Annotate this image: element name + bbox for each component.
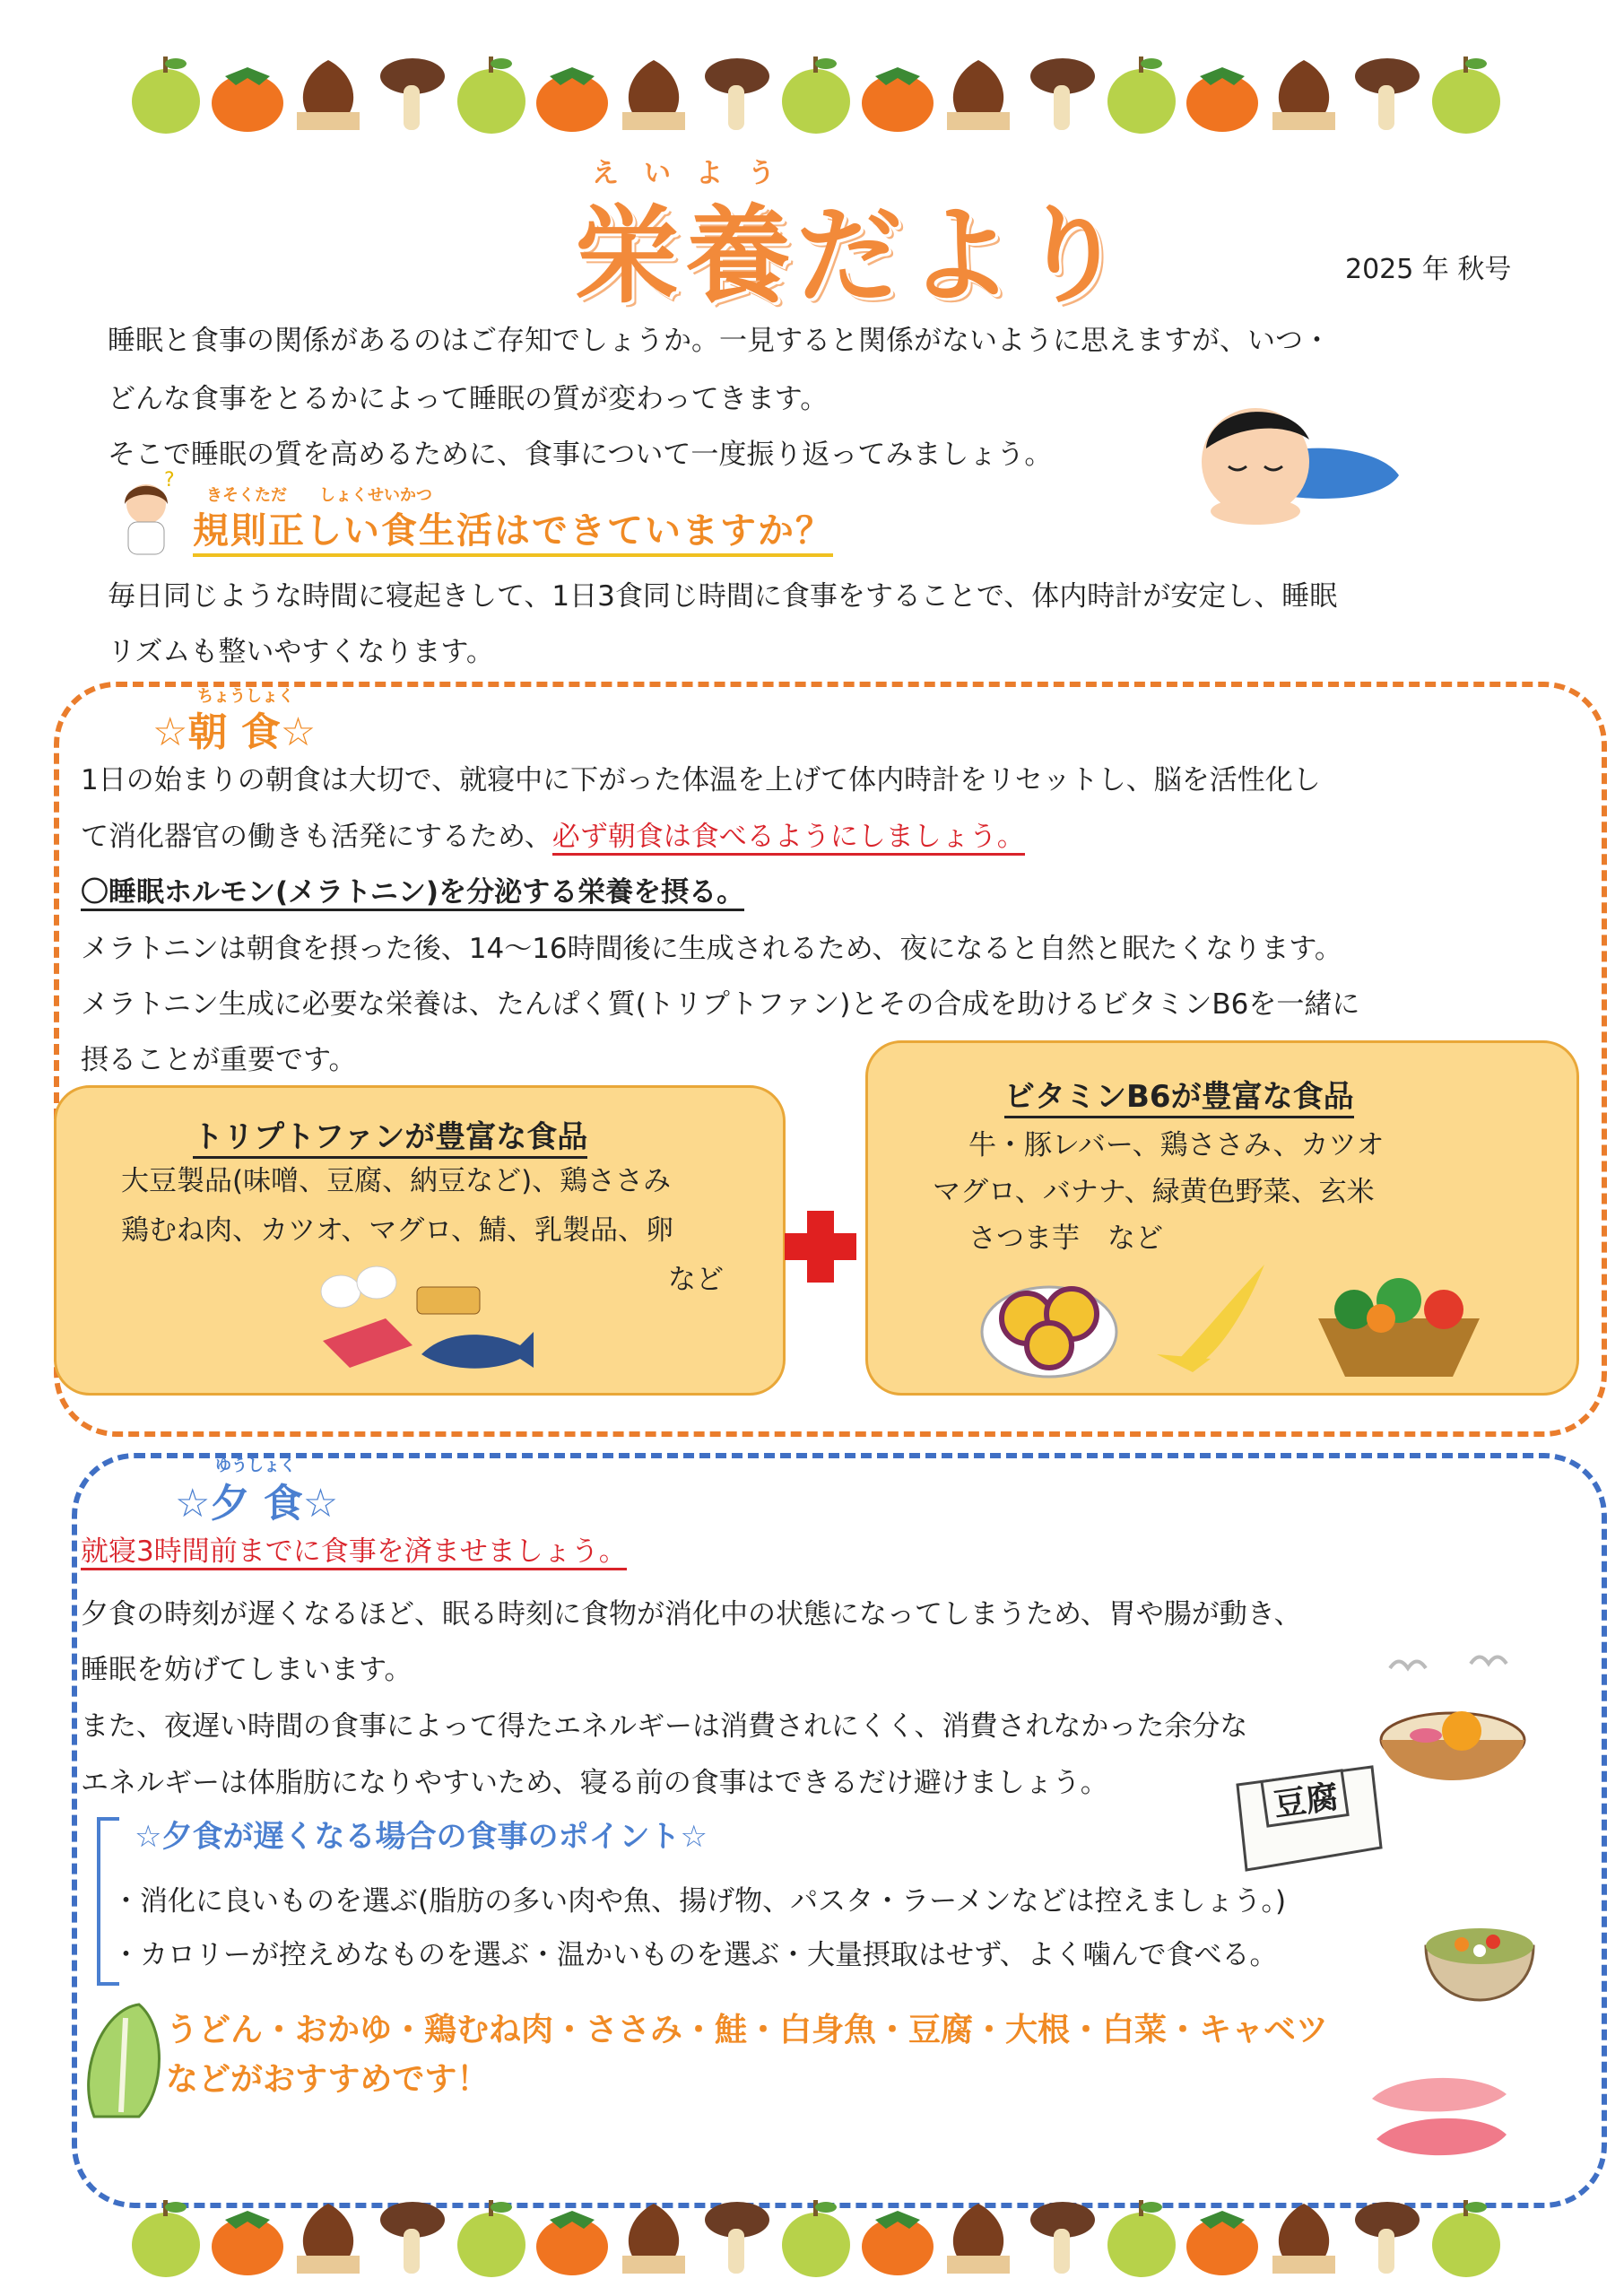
melatonin-heading: 〇睡眠ホルモン(メラトニン)を分泌する栄養を摂る。	[81, 876, 744, 911]
mushroom-icon	[694, 49, 775, 139]
tofu-illustration	[1229, 1749, 1390, 1883]
persimmon-icon	[857, 49, 938, 139]
morning-line-2-text: て消化器官の働きも活発にするため、	[81, 821, 552, 853]
mushroom-icon	[1344, 49, 1425, 139]
morning-line-4: メラトニンは朝食を摂った後、14～16時間後に生成されるため、夜になると自然と眠たくなります。	[81, 933, 1342, 965]
intro-line-2: どんな食事をとるかによって睡眠の質が変わってきます。	[108, 383, 829, 415]
chestnut-icon	[1264, 2193, 1344, 2283]
salmon-fillet-illustration	[1363, 2063, 1515, 2170]
evening-line-3: また、夜遅い時間の食事によって得たエネルギーは消費されにくく、消費されなかった余分な	[81, 1710, 1248, 1743]
melatonin-heading-wrap	[81, 865, 744, 920]
evening-line-4: エネルギーは体脂肪になりやすいため、寝る前の食事はできるだけ避けましょう。	[81, 1767, 1108, 1799]
mushroom-icon	[694, 2193, 775, 2283]
page-title: 栄養だより	[574, 194, 1131, 317]
morning-line-1: 1日の始まりの朝食は大切で、就寝中に下がった体温を上げて体内時計をリセットし、脳を活性化し	[81, 764, 1321, 796]
persimmon-icon	[1182, 49, 1263, 139]
mushroom-icon	[1344, 2193, 1425, 2283]
tryptophan-line-1: 大豆製品(味噌、豆腐、納豆など)、鶏ささみ	[121, 1165, 672, 1197]
bottom-fruit-border	[126, 2188, 1507, 2287]
tryptophan-line-2: 鶏むね肉、カツオ、マグロ、鯖、乳製品、卵	[121, 1214, 673, 1247]
b6-foods-illustration	[977, 1256, 1498, 1381]
pear-icon	[451, 2193, 532, 2283]
regular-line-2: リズムも整いやすくなります。	[108, 636, 494, 668]
persimmon-icon	[532, 49, 612, 139]
chestnut-icon	[938, 2193, 1019, 2283]
persimmon-icon	[207, 49, 288, 139]
pear-icon	[1426, 49, 1507, 139]
chestnut-icon	[938, 49, 1019, 139]
chestnut-icon	[288, 2193, 369, 2283]
tofu-label: 豆腐	[1271, 1779, 1341, 1824]
mushroom-icon	[1020, 49, 1100, 139]
persimmon-icon	[532, 2193, 612, 2283]
persimmon-icon	[1182, 2193, 1263, 2283]
top-fruit-border	[126, 45, 1507, 144]
mushroom-icon	[1020, 2193, 1100, 2283]
pear-icon	[1101, 2193, 1182, 2283]
mushroom-icon	[369, 2193, 450, 2283]
recommend-line-2: などがおすすめです！	[166, 2061, 490, 2098]
evening-heading-ruby: ゆうしょく	[215, 1457, 296, 1475]
pear-icon	[1101, 49, 1182, 139]
chestnut-icon	[613, 49, 694, 139]
persimmon-icon	[207, 2193, 288, 2283]
b6-line-3: さつま芋 など	[968, 1222, 1163, 1255]
point-1: ・消化に良いものを選ぶ(脂肪の多い肉や魚、揚げ物、パスタ・ラーメンなどは控えましょう。)	[112, 1885, 1287, 1918]
chestnut-icon	[288, 49, 369, 139]
morning-heading: ☆朝 食☆	[152, 709, 317, 755]
regular-heading-ruby: きそくただ しょくせいかつ	[206, 486, 432, 505]
intro-line-1: 睡眠と食事の関係があるのはご存知でしょうか。一見すると関係がないように思えますが、いつ・	[108, 325, 1331, 357]
soup-pot-illustration	[1417, 1901, 1542, 2027]
regular-line-1: 毎日同じような時間に寝起きして、1日3食同じ時間に食事をすることで、体内時計が安定し、睡眠	[108, 580, 1338, 613]
issue-label: 2025 年 秋号	[1345, 254, 1512, 285]
evening-rule-wrap	[81, 1525, 627, 1579]
tryptophan-line-3: など	[668, 1264, 724, 1296]
morning-line-5: メラトニン生成に必要な栄養は、たんぱく質(トリプトファン)とその合成を助けるビタミンB6を一緒に	[81, 988, 1360, 1021]
b6-line-1: 牛・豚レバー、鶏ささみ、カツオ	[968, 1129, 1385, 1161]
udon-bowl-illustration	[1372, 1650, 1533, 1812]
evening-heading: ☆夕 食☆	[175, 1481, 339, 1526]
mushroom-icon	[369, 49, 450, 139]
persimmon-icon	[857, 2193, 938, 2283]
pear-icon	[1426, 2193, 1507, 2283]
svg-text:?: ?	[164, 469, 175, 491]
sleeping-child-illustration	[1175, 377, 1408, 538]
chestnut-icon	[613, 2193, 694, 2283]
morning-line-6: 摂ることが重要です。	[81, 1044, 357, 1076]
plus-icon	[780, 1206, 861, 1287]
chestnut-icon	[1264, 49, 1344, 139]
pear-icon	[126, 49, 206, 139]
title-ruby: えいよう	[592, 158, 800, 189]
tryptophan-title: トリプトファンが豊富な食品	[193, 1112, 587, 1159]
evening-rule: 就寝3時間前までに食事を済ませましょう。	[81, 1535, 627, 1570]
morning-heading-ruby: ちょうしょく	[197, 687, 294, 706]
evening-line-2: 睡眠を妨げてしまいます。	[81, 1654, 413, 1686]
pear-icon	[776, 49, 856, 139]
regular-heading: 規則正しい食生活はできていますか？	[193, 502, 833, 557]
evening-line-1: 夕食の時刻が遅くなるほど、眠る時刻に食物が消化中の状態になってしまうため、胃や腸が動き、	[81, 1598, 1302, 1631]
morning-emphasis: 必ず朝食は食べるようにしましょう。	[552, 821, 1025, 856]
point-2: ・カロリーが控えめなものを選ぶ・温かいものを選ぶ・大量摂取はせず、よく噛んで食べる。	[112, 1939, 1278, 1971]
intro-line-3: そこで睡眠の質を高めるために、食事について一度振り返ってみましょう。	[108, 439, 1053, 471]
cabbage-icon	[76, 2000, 175, 2126]
morning-line-2	[81, 810, 1025, 865]
protein-foods-illustration	[314, 1256, 538, 1381]
recommend-line-1: うどん・おかゆ・鶏むね肉・ささみ・鮭・白身魚・豆腐・大根・白菜・キャベツ	[166, 2012, 1329, 2048]
b6-title: ビタミンB6が豊富な食品	[1004, 1072, 1354, 1118]
thinking-woman-icon	[112, 466, 184, 556]
b6-line-2: マグロ、バナナ、緑黄色野菜、玄米	[933, 1176, 1375, 1208]
pear-icon	[451, 49, 532, 139]
pear-icon	[776, 2193, 856, 2283]
pear-icon	[126, 2193, 206, 2283]
points-title: ☆夕食が遅くなる場合の食事のポイント☆	[135, 1819, 708, 1855]
